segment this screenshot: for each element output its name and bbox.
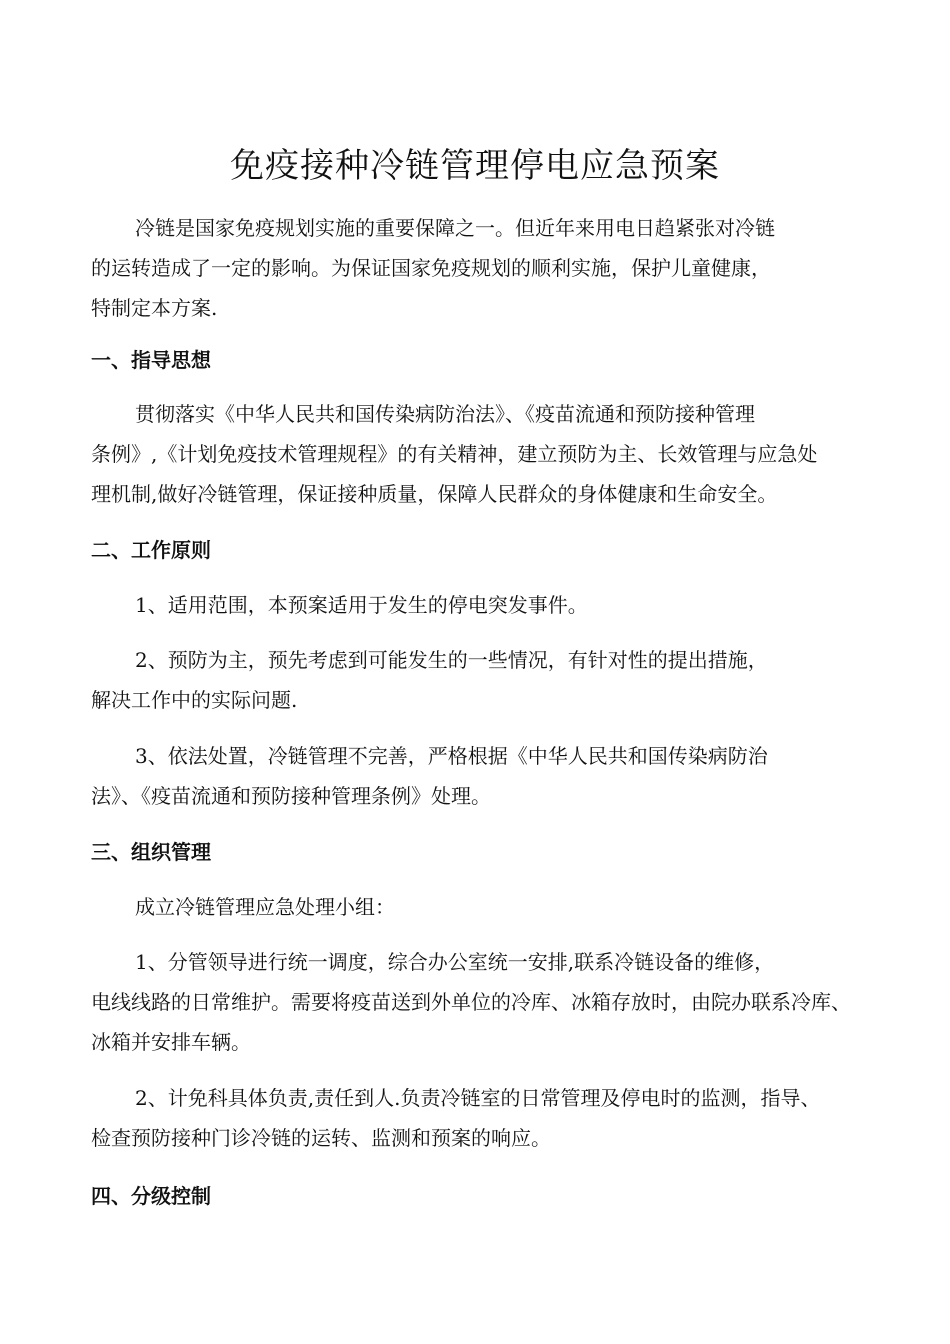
- text-line: 1、分管领导进行统一调度，综合办公室统一安排,联系冷链设备的维修，: [135, 950, 775, 974]
- text-line: 法》、《疫苗流通和预防接种管理条例》处理。: [91, 784, 491, 808]
- text-line: 成立冷链管理应急处理小组：: [135, 895, 395, 919]
- text-line: 条例》,《计划免疫技术管理规程》的有关精神，建立预防为主、长效管理与应急处: [91, 442, 818, 466]
- section-heading-guiding-ideology: 一、指导思想: [91, 348, 211, 372]
- text-line: 特制定本方案.: [91, 296, 218, 320]
- text-line: 2、预防为主，预先考虑到可能发生的一些情况，有针对性的提出措施，: [135, 648, 768, 672]
- text-line: 理机制,做好冷链管理，保证接种质量，保障人民群众的身体健康和生命安全。: [91, 482, 778, 506]
- section-paragraph: [91, 394, 871, 514]
- section-heading-work-principles: 二、工作原则: [91, 538, 211, 562]
- document-title: 免疫接种冷链管理停电应急预案: [230, 146, 720, 186]
- intro-paragraph: [91, 208, 871, 328]
- text-line: 贯彻落实《中华人民共和国传染病防治法》、《疫苗流通和预防接种管理: [135, 402, 755, 426]
- text-line: 冷链是国家免疫规划实施的重要保障之一。但近年来用电日趋紧张对冷链: [135, 216, 775, 240]
- section-heading-graded-control: 四、分级控制: [91, 1184, 211, 1208]
- section-paragraph: [91, 942, 871, 1062]
- text-line: 的运转造成了一定的影响。为保证国家免疫规划的顺利实施，保护儿童健康，: [91, 256, 771, 280]
- section-paragraph: [91, 887, 871, 927]
- text-line: 2、计免科具体负责,责任到人.负责冷链室的日常管理及停电时的监测，指导、: [135, 1086, 821, 1110]
- section-paragraph: [91, 1078, 871, 1158]
- section-paragraph: [91, 736, 871, 816]
- section-paragraph: [91, 640, 871, 720]
- text-line: 电线线路的日常维护。需要将疫苗送到外单位的冷库、冰箱存放时，由院办联系冷库、: [91, 990, 851, 1014]
- section-paragraph: [91, 585, 871, 625]
- text-line: 1、适用范围，本预案适用于发生的停电突发事件。: [135, 593, 588, 617]
- text-line: 检查预防接种门诊冷链的运转、监测和预案的响应。: [91, 1126, 551, 1150]
- text-line: 3、依法处置，冷链管理不完善，严格根据《中华人民共和国传染病防治: [135, 744, 768, 768]
- text-line: 解决工作中的实际问题.: [91, 688, 298, 712]
- section-heading-organization-management: 三、组织管理: [91, 840, 211, 864]
- text-line: 冰箱并安排车辆。: [91, 1030, 251, 1054]
